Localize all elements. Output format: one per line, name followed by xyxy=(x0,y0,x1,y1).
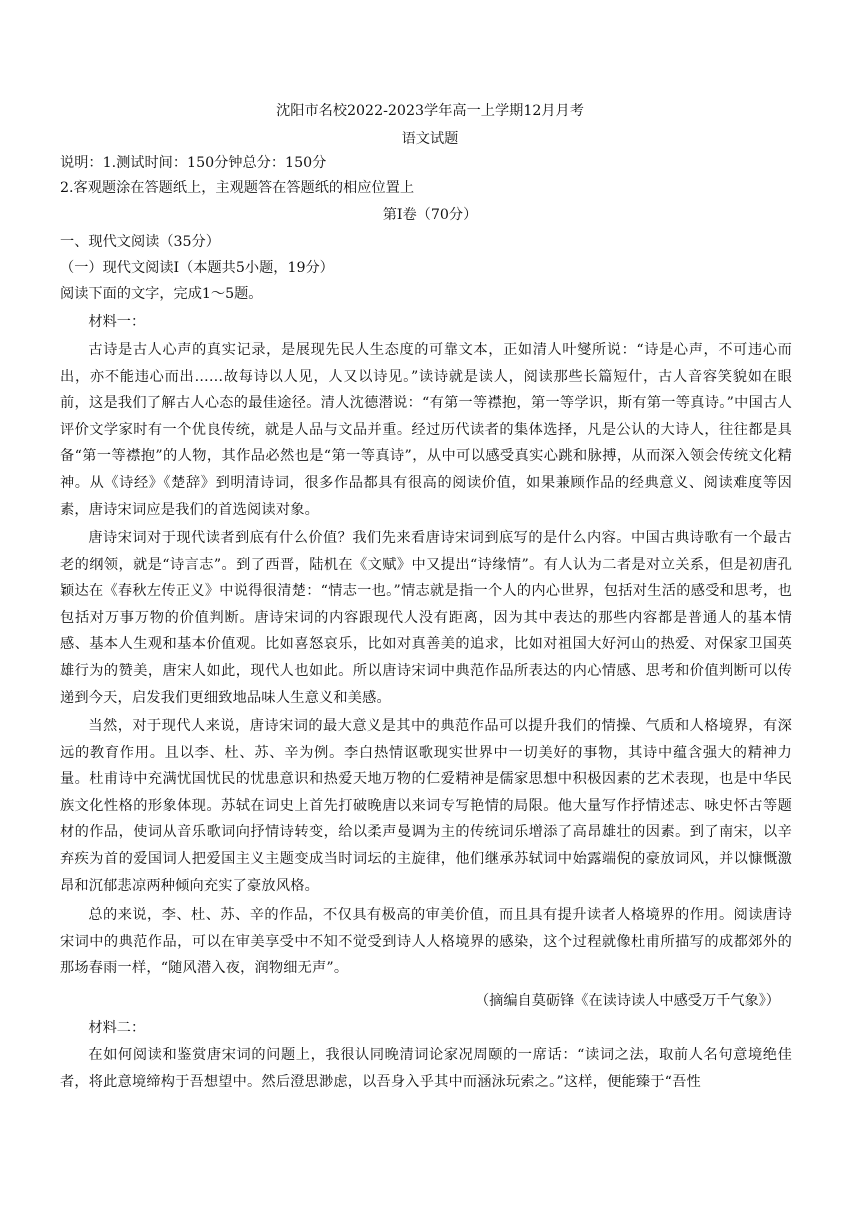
sub-section-heading: （一）现代文阅读Ⅰ（本题共5小题，19分） xyxy=(60,260,334,276)
material-1-paragraph: 唐诗宋词对于现代读者到底有什么价值？我们先来看唐诗宋词到底写的是什么内容。中国古典诗歌有一个最古老的纲领，就是“诗言志”。到了西晋，陆机在《文赋》中又提出“诗缘情”。有人认为二者是对立关系，但是初唐孔颖达在《春秋左传正义》中说得很清楚：“情志一也。”情志就是指一个人的内心世界，包括对生活的感受和思考，也包括对万事万物的价值判断。唐诗宋词的内容跟现代人没有距离，因为其中表达的那些内容都是普通人的基本情感、基本人生观和基本价值观。比如喜怒哀乐，比如对真善美的追求，比如对祖国大好河山的热爱、对保家卫国英雄行为的赞美，唐宋人如此，现代人也如此。所以唐诗宋词中典范作品所表达的内心情感、思考和价值判断可以传递到今天，启发我们更细致地品味人生意义和美感。 xyxy=(60,530,792,706)
material-1-label: 材料一： xyxy=(88,314,146,330)
document-subtitle: 语文试题 xyxy=(401,131,459,147)
section-heading: 一、现代文阅读（35分） xyxy=(60,234,220,250)
note-line-2: 2.客观题涂在答题纸上，主观题答在答题纸的相应位置上 xyxy=(60,180,415,196)
material-1-source: （摘编自莫砺锋《在读诗读人中感受万千气象》） xyxy=(474,993,780,1009)
material-2-label: 材料二： xyxy=(88,1020,146,1036)
material-1-paragraph: 当然，对于现代人来说，唐诗宋词的最大意义是其中的典范作品可以提升我们的情操、气质和人格境界，有深远的教育作用。且以李、杜、苏、辛为例。李白热情讴歌现实世界中一切美好的事物，其诗中蕴含强大的精神力量。杜甫诗中充满忧国忧民的忧患意识和热爱天地万物的仁爱精神是儒家思想中积极因素的艺术表现，也是中华民族文化性格的形象体现。苏轼在词史上首先打破晚唐以来词专写艳情的局限。他大量写作抒情述志、咏史怀古等题材的作品，使词从音乐歌词向抒情诗转变，给以柔声曼调为主的传统词乐增添了高昂雄壮的因素。到了南宋，以辛弃疾为首的爱国词人把爱国主义主题变成当时词坛的主旋律，他们继承苏轼词中始露端倪的豪放词风，并以慷慨激昂和沉郁悲凉两种倾向充实了豪放风格。 xyxy=(60,718,792,894)
material-1-paragraph: 古诗是古人心声的真实记录，是展现先民人生态度的可靠文本，正如清人叶燮所说：“诗是心声，不可违心而出，亦不能违心而出……故每诗以人见，人又以诗见。”读诗就是读人，阅读那些长篇短什，古人音容笑貌如在眼前，这是我们了解古人心态的最佳途径。清人沈德潜说：“有第一等襟抱，第一等学识，斯有第一等真诗。”中国古人评价文学家时有一个优良传统，就是人品与文品并重。经过历代读者的集体选择，凡是公认的大诗人，往往都是具备“第一等襟抱”的人物，其作品必然也是“第一等真诗”，从中可以感受真实心跳和脉搏，从而深入领会传统文化精神。从《诗经》《楚辞》到明清诗词，很多作品都具有很高的阅读价值，如果兼顾作品的经典意义、阅读难度等因素，唐诗宋词应是我们的首选阅读对象。 xyxy=(60,342,792,518)
document-title: 沈阳市名校2022-2023学年高一上学期12月月考 xyxy=(276,103,584,119)
material-1-paragraph: 总的来说，李、杜、苏、辛的作品，不仅具有极高的审美价值，而且具有提升读者人格境界的作用。阅读唐诗宋词中的典范作品，可以在审美享受中不知不觉受到诗人人格境界的感染，这个过程就像杜甫所描写的成都郊外的那场春雨一样，“随风潜入夜，润物细无声”。 xyxy=(60,907,792,977)
reading-instruction: 阅读下面的文字，完成1～5题。 xyxy=(60,286,263,302)
volume-heading: 第Ⅰ卷（70分） xyxy=(382,207,478,223)
material-2-paragraph: 在如何阅读和鉴赏唐宋词的问题上，我很认同晚清词论家况周颐的一席话：“读词之法，取前人名句意境绝佳者，将此意境缔构于吾想望中。然后澄思渺虑，以吾身入乎其中而涵泳玩索之。”这样，便能臻于“吾性 xyxy=(60,1047,792,1090)
note-line-1: 说明：1.测试时间：150分钟总分：150分 xyxy=(60,155,327,171)
